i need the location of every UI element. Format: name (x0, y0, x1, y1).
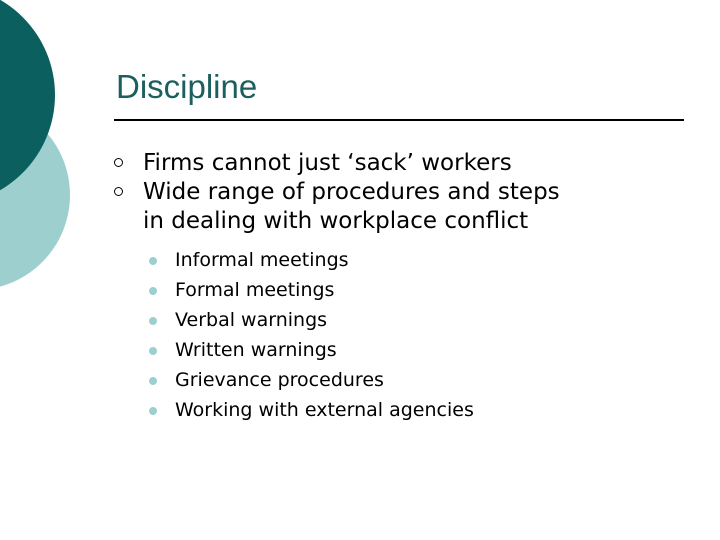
sub-bullet-item (143, 245, 674, 275)
sub-bullet-item (143, 305, 674, 335)
sub-bullet-text: Verbal warnings (175, 309, 328, 331)
sub-bullet-text: Informal meetings (175, 249, 349, 271)
hollow-circle-bullet-icon (114, 187, 123, 196)
sub-bullet-text: Written warnings (175, 339, 337, 361)
bullet-text-line: Firms cannot just ‘sack’ workers (143, 150, 512, 176)
bullet-item (114, 178, 674, 425)
filled-circle-bullet-icon (149, 377, 157, 385)
bullet-text-line: in dealing with workplace conflict (143, 208, 529, 234)
bullet-text-line: Wide range of procedures and steps (143, 179, 560, 205)
sub-bullet-item (143, 365, 674, 395)
sub-bullet-item (143, 395, 674, 425)
sub-bullet-text: Formal meetings (175, 279, 335, 301)
filled-circle-bullet-icon (149, 287, 157, 295)
sub-bullet-text: Grievance procedures (175, 369, 384, 391)
filled-circle-bullet-icon (149, 407, 157, 415)
filled-circle-bullet-icon (149, 257, 157, 265)
sub-bullet-list (143, 245, 674, 425)
filled-circle-bullet-icon (149, 347, 157, 355)
sub-bullet-item (143, 335, 674, 365)
sub-bullet-text: Working with external agencies (175, 399, 474, 421)
hollow-circle-bullet-icon (114, 158, 123, 167)
filled-circle-bullet-icon (149, 317, 157, 325)
title-underline (114, 119, 684, 121)
bullet-list (114, 149, 674, 425)
slide-title: Discipline (116, 68, 258, 105)
bullet-item (114, 149, 674, 178)
sub-bullet-item (143, 275, 674, 305)
decorative-circles (0, 0, 120, 300)
